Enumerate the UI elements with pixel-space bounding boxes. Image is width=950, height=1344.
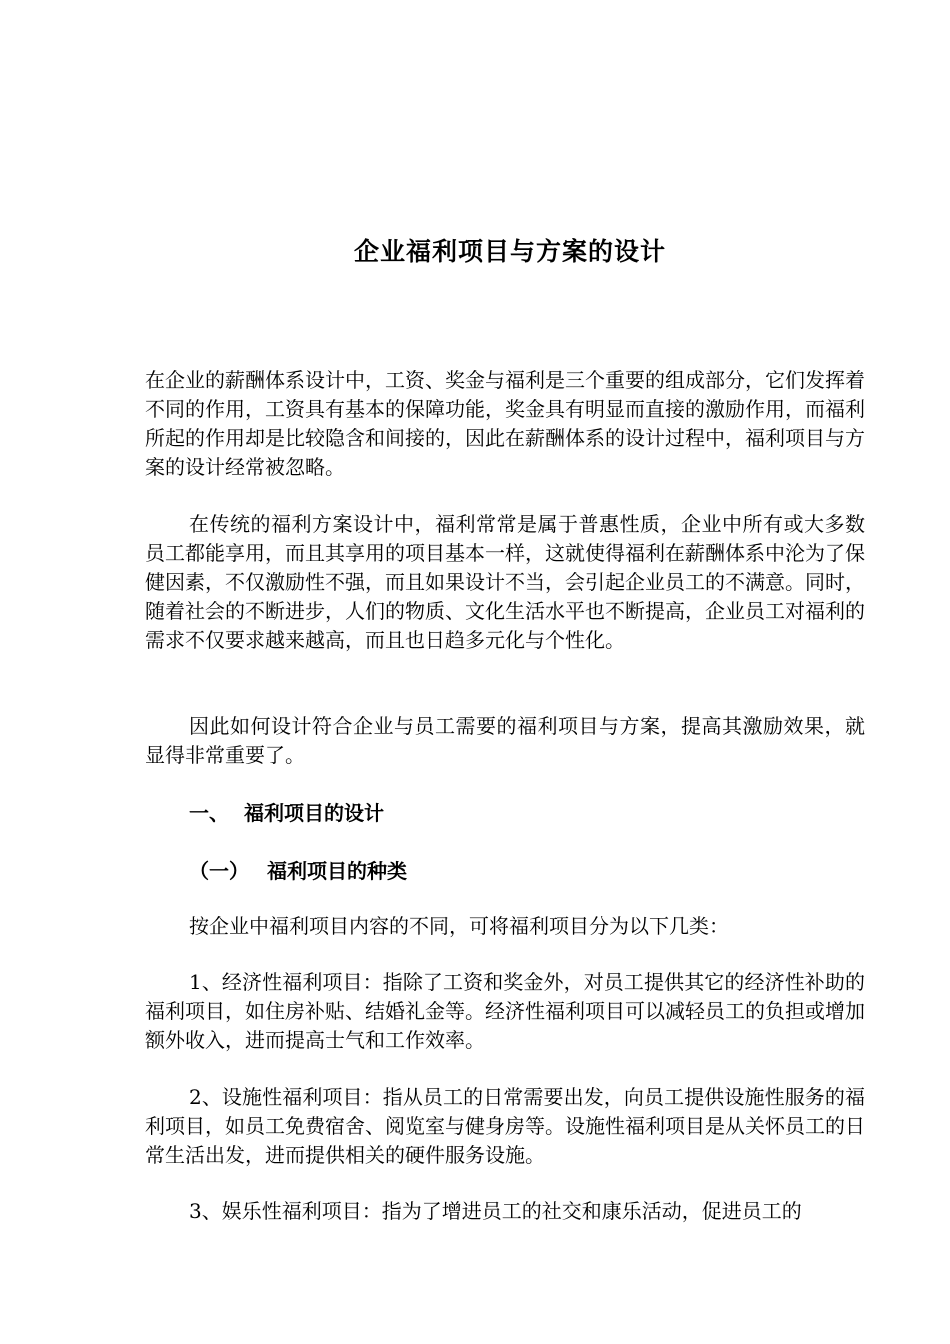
section-number: 一、 [189,801,229,825]
list-item: 3、娱乐性福利项目：指为了增进员工的社交和康乐活动，促进员工的 [189,1199,802,1223]
subsection-label: 福利项目的种类 [267,859,407,883]
paragraph-3: 因此如何设计符合企业与员工需要的福利项目与方案，提高其激励效果，就显得非常重要了。 [145,714,865,767]
intro-paragraph: 按企业中福利项目内容的不同，可将福利项目分为以下几类： [189,914,729,938]
subsection-heading-1 [189,855,407,884]
list-item: 1、经济性福利项目：指除了工资和奖金外，对员工提供其它的经济性补助的福利项目，如住房补贴、结婚礼金等。经济性福利项目可以减轻员工的负担或增加额外收入，进而提高士气和工作效率。 [145,970,865,1052]
document-title: 企业福利项目与方案的设计 [353,237,666,266]
paragraph-2: 在传统的福利方案设计中，福利常常是属于普惠性质，企业中所有或大多数员工都能享用，而且其享用的项目基本一样，这就使得福利在薪酬体系中沦为了保健因素，不仅激励性不强，而且如果设计不当，会引起企业员工的不满意。同时，随着社会的不断进步，人们的物质、文化生活水平也不断提高，企业员工对福利的需求不仅要求越来越高，而且也日趋多元化与个性化。 [145,512,865,652]
subsection-number: （一） [189,859,249,883]
section-heading-1 [189,797,384,826]
section-label: 福利项目的设计 [244,801,384,825]
paragraph-1: 在企业的薪酬体系设计中，工资、奖金与福利是三个重要的组成部分，它们发挥着不同的作用，工资具有基本的保障功能，奖金具有明显而直接的激励作用，而福利所起的作用却是比较隐含和间接的，因此在薪酬体系的设计过程中，福利项目与方案的设计经常被忽略。 [145,368,865,479]
list-item: 2、设施性福利项目：指从员工的日常需要出发，向员工提供设施性服务的福利项目，如员工免费宿舍、阅览室与健身房等。设施性福利项目是从关怀员工的日常生活出发，进而提供相关的硬件服务设施。 [145,1085,865,1167]
